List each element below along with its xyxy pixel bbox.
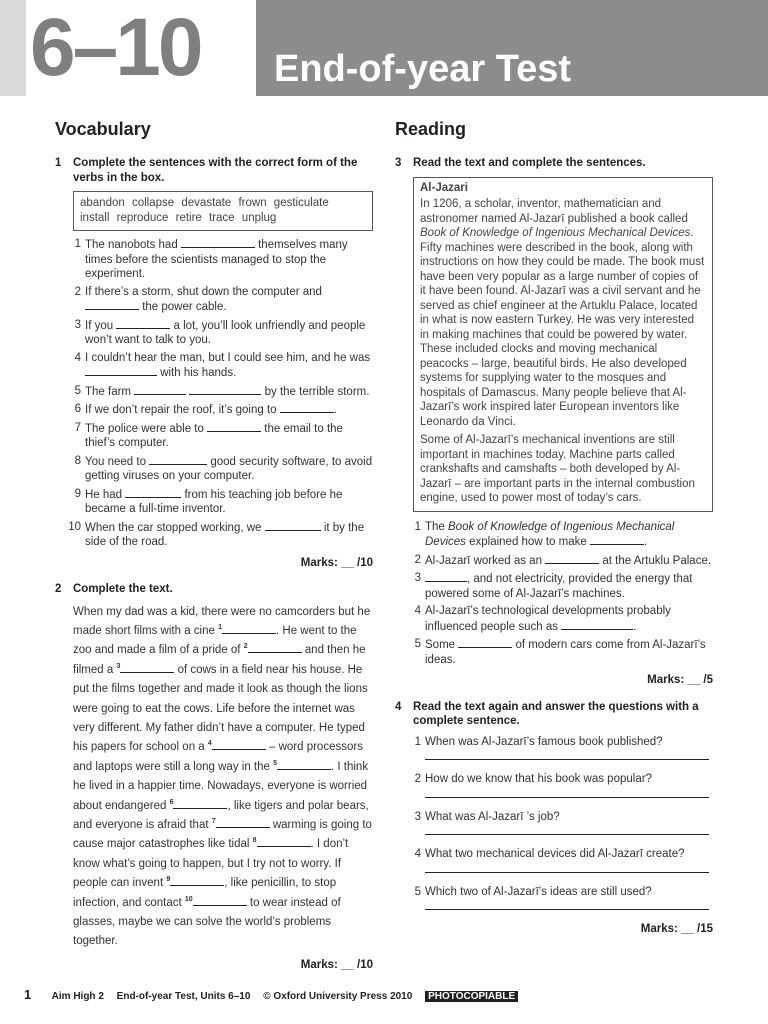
reading-passage-box — [413, 177, 713, 512]
task-4-marks: Marks: __ /15 — [640, 923, 713, 935]
list-item — [68, 520, 373, 550]
answer-blank[interactable] — [85, 365, 157, 376]
passage-text: of cows in a field near his house. He put the films together and made it look as though the lions were going to eat the cows. Life before the internet was very different. My father didn’t have a computer. He typed his papers for school on a — [73, 663, 368, 754]
gap-number: 5 — [273, 759, 277, 767]
answer-blank[interactable] — [590, 534, 644, 545]
gap-number: 10 — [184, 895, 193, 903]
list-item — [73, 351, 373, 381]
item-text: , and not electricity, provided the energy that powered some of Al-Jazarī’s machines. — [425, 573, 693, 600]
list-item — [73, 318, 373, 348]
gap-number: 4 — [207, 740, 212, 748]
word: trace — [209, 212, 235, 224]
passage-title: Al-Jazari — [420, 181, 468, 194]
question-item — [413, 772, 713, 798]
item-text: . — [333, 404, 337, 416]
answer-blank[interactable] — [265, 520, 321, 531]
task-text: Read the text and complete the sentences. — [413, 157, 646, 169]
list-item — [73, 454, 373, 484]
passage-paragraph — [420, 197, 706, 429]
cloze-passage — [73, 603, 373, 952]
item-number: 2 — [74, 285, 81, 298]
question-text: When was Al-Jazarī’s famous book published? — [425, 735, 663, 748]
answer-blank[interactable] — [212, 739, 266, 750]
task-3-items — [413, 520, 713, 668]
list-item — [73, 402, 373, 418]
answer-blank[interactable] — [216, 817, 270, 828]
task-text: Complete the text. — [73, 583, 173, 595]
item-text: by the terrible storm. — [261, 385, 370, 398]
task-3-instruction — [395, 156, 713, 171]
item-number: 1 — [414, 520, 421, 533]
passage-text: , like penicillin, to stop infection, and contact — [73, 877, 337, 909]
answer-blank[interactable] — [149, 454, 207, 465]
answer-blank[interactable] — [257, 836, 311, 847]
list-item — [413, 637, 713, 667]
answer-blank[interactable] — [170, 875, 224, 886]
gap-number: 9 — [166, 876, 171, 884]
answer-blank[interactable] — [181, 237, 255, 248]
question-text: Which two of Al-Jazarī’s ideas are still used? — [425, 885, 652, 898]
gap-number: 6 — [169, 798, 174, 806]
word: abandon — [80, 197, 125, 209]
passage-paragraph: Some of Al-Jazarī’s mechanical inventions are still important in machines today. Machine parts called crankshafts and camshafts – both developed by Al-Jazarī – are important parts in the internal combustion engine, used to power most of today’s cars. — [420, 434, 695, 504]
answer-blank[interactable] — [248, 642, 302, 653]
question-text: What was Al-Jazarī ’s job? — [425, 810, 560, 823]
list-item — [413, 520, 713, 550]
task-1-items — [68, 237, 373, 550]
item-text: good security software, to avoid getting viruses on your computer. — [85, 455, 373, 482]
item-number: 9 — [74, 487, 81, 500]
task-4-instruction — [395, 700, 713, 729]
item-text: it by the side of the road. — [85, 521, 365, 548]
task-1-instruction — [55, 156, 373, 185]
answer-line[interactable] — [425, 797, 709, 798]
vocabulary-column — [55, 118, 373, 984]
answer-blank[interactable] — [222, 623, 276, 634]
item-text: The nanobots had — [85, 239, 181, 251]
item-text: He had — [85, 488, 126, 501]
book-title: Book of Knowledge of Ingenious Mechanical Devices — [420, 227, 691, 239]
answer-blank[interactable] — [85, 299, 139, 310]
word: retire — [175, 212, 202, 224]
item-number: 3 — [414, 810, 421, 823]
reading-column — [395, 118, 713, 949]
passage-text: In 1206, a scholar, inventor, mathematician and astronomer named Al-Jazarī published a book called — [420, 198, 688, 225]
task-2-instruction — [55, 582, 373, 597]
item-text: Al-Jazarī’s technological developments probably influenced people such as — [425, 605, 671, 633]
passage-text: to wear instead of glasses, maybe we can solve the world’s problems together. — [73, 896, 341, 948]
item-number: 2 — [414, 773, 421, 785]
copyright: © Oxford University Press 2010 — [263, 991, 413, 1002]
item-text: from his teaching job before he became a full-time inventor. — [85, 488, 343, 515]
list-item — [73, 487, 373, 517]
passage-text: , like tigers and polar bears, and everyone is afraid that — [73, 799, 369, 831]
word: install — [80, 212, 110, 224]
answer-line[interactable] — [425, 872, 709, 873]
item-number: 3 — [74, 318, 81, 331]
task-2-marks: Marks: __ /10 — [300, 958, 373, 971]
question-text: How do we know that his book was popular? — [425, 773, 652, 785]
task-number: 2 — [55, 583, 62, 595]
answer-blank[interactable] — [193, 895, 247, 906]
gap-number: 3 — [116, 662, 121, 670]
item-text: You need to — [85, 455, 150, 468]
list-item — [73, 237, 373, 282]
item-text: . — [633, 620, 637, 633]
question-item — [413, 847, 713, 873]
item-text: Al-Jazarī worked as an — [425, 554, 546, 567]
task-text: Read the text again and answer the questions with a complete sentence. — [413, 700, 699, 727]
item-text: the email to the thief’s computer. — [85, 422, 343, 449]
answer-blank[interactable] — [207, 421, 261, 432]
list-item — [413, 553, 713, 569]
header-title-bar — [256, 0, 768, 96]
page-number: 1 — [24, 987, 32, 1002]
vocabulary-heading: Vocabulary — [55, 119, 151, 139]
gap-number: 7 — [211, 818, 216, 826]
task-text: Complete the sentences with the correct form of the verbs in the box. — [73, 157, 358, 184]
item-text: Some — [425, 639, 459, 651]
word: collapse — [131, 197, 175, 209]
item-number: 4 — [414, 605, 421, 617]
question-item — [413, 735, 713, 761]
item-text: If there’s a storm, shut down the computer and — [85, 285, 322, 298]
task-number: 1 — [55, 157, 62, 169]
answer-line[interactable] — [425, 759, 709, 760]
item-number: 5 — [74, 384, 81, 397]
item-text: . — [643, 536, 648, 548]
task-1-marks: Marks: __ /10 — [300, 556, 373, 569]
passage-text: . I think he lived in a happier time. Nowadays, everyone is worried about endangered — [73, 760, 369, 812]
item-text: I couldn’t hear the man, but I could see him, and he was — [85, 351, 371, 364]
list-item — [73, 285, 373, 315]
item-text: the power cable. — [139, 301, 227, 313]
item-number: 5 — [414, 638, 421, 650]
item-number: 6 — [74, 403, 81, 415]
word-box — [73, 191, 373, 231]
answer-blank[interactable] — [120, 662, 174, 673]
item-number: 7 — [74, 421, 81, 434]
task-3-marks: Marks: __ /5 — [647, 674, 713, 686]
passage-text: . He went to the zoo and made a film of a pride of — [73, 624, 357, 657]
item-number: 1 — [414, 735, 421, 748]
answer-blank[interactable] — [561, 619, 633, 630]
item-number: 1 — [74, 238, 81, 250]
question-item — [413, 810, 713, 836]
gap-number: 1 — [218, 624, 222, 632]
test-name: End-of-year Test, Units 6–10 — [116, 991, 251, 1002]
list-item — [413, 604, 713, 634]
answer-blank[interactable] — [280, 402, 334, 413]
item-text: If you — [85, 319, 117, 332]
item-number: 2 — [414, 553, 421, 566]
passage-text: . Fifty machines were described in the book, along with instructions on how they could be made. The book must have been very popular as a large number of copies of it have been found. Al-Jazarī was a civil servant and he served as chief engineer at the Artuklu Palace, located in what is now eastern Turkey. He was very interested in making machines that could be powered by water. These included clocks and moving mechanical peacocks – large, beautiful birds. He also developed systems for supplying water to the mosques and hospitals of Damascus. Many people believe that Al-Jazarī’s work inspired later European inventors like Leonardo da Vinci. — [420, 227, 705, 428]
page-footer — [24, 988, 744, 1002]
question-text: What two mechanical devices did Al-Jazarī create? — [425, 848, 685, 860]
passage-text: and then he filmed a — [73, 644, 366, 676]
item-number: 5 — [414, 885, 421, 898]
answer-blank[interactable] — [125, 487, 181, 498]
page-title: End-of-year Test — [274, 48, 572, 90]
item-text: themselves many times before the scientists managed to stop the experiment. — [85, 239, 348, 280]
item-text: The police were able to — [85, 422, 208, 435]
item-text: If we don’t repair the roof, it’s going to — [85, 404, 280, 416]
passage-text: When my dad was a kid, there were no camcorders but he made short films with a cine — [73, 605, 371, 637]
photocopiable-badge: PHOTOCOPIABLE — [425, 991, 518, 1002]
word: devastate — [181, 197, 232, 209]
item-number: 4 — [414, 848, 421, 860]
item-number: 10 — [68, 520, 81, 533]
word: frown — [238, 197, 267, 209]
answer-blank[interactable] — [116, 318, 170, 329]
word: reproduce — [116, 212, 169, 224]
task-number: 3 — [395, 157, 402, 169]
item-text: a lot, you’ll look unfriendly and people won’t want to talk to you. — [85, 319, 366, 346]
answer-blank[interactable] — [458, 637, 512, 648]
book-name: Aim High 2 — [51, 991, 104, 1002]
passage-text: warming is going to cause major catastrophes like tidal — [73, 818, 372, 851]
task-number: 4 — [395, 700, 402, 713]
item-number: 3 — [414, 572, 421, 584]
item-text: The farm — [85, 385, 135, 398]
item-text: explained how to make — [465, 536, 590, 548]
item-text: The — [425, 520, 449, 533]
unit-range: 6–10 — [26, 0, 256, 96]
answer-blank[interactable] — [173, 798, 227, 809]
passage-text: . I don’t know what’s going to happen, but I try not to worry. If people can invent — [73, 838, 349, 890]
item-number: 4 — [74, 351, 81, 364]
book-title: Book of Knowledge of Ingenious Mechanical Devices — [425, 520, 675, 548]
answer-blank[interactable] — [134, 384, 186, 395]
answer-line[interactable] — [425, 834, 709, 835]
list-item — [413, 571, 713, 601]
header-side-bar — [0, 0, 26, 96]
gap-number: 2 — [243, 643, 248, 651]
item-text: at the Artuklu Palace. — [599, 554, 712, 567]
word: unplug — [241, 212, 277, 224]
item-text: of modern cars come from Al-Jazarī’s ideas. — [425, 639, 706, 666]
answer-blank[interactable] — [425, 571, 467, 582]
word: gesticulate — [273, 197, 329, 209]
passage-text: – word processors and laptops were still a long way in the — [73, 741, 363, 773]
list-item — [73, 384, 373, 400]
answer-blank[interactable] — [189, 384, 261, 395]
item-number: 8 — [74, 454, 81, 467]
answer-blank[interactable] — [545, 553, 599, 564]
task-4-questions — [413, 735, 713, 911]
reading-heading: Reading — [395, 119, 467, 139]
item-text: with his hands. — [157, 367, 237, 379]
page-header — [0, 0, 768, 96]
question-item — [413, 885, 713, 911]
list-item — [73, 421, 373, 451]
gap-number: 8 — [252, 837, 257, 845]
answer-line[interactable] — [425, 909, 709, 910]
answer-blank[interactable] — [277, 759, 331, 770]
item-text: When the car stopped working, we — [85, 521, 265, 534]
